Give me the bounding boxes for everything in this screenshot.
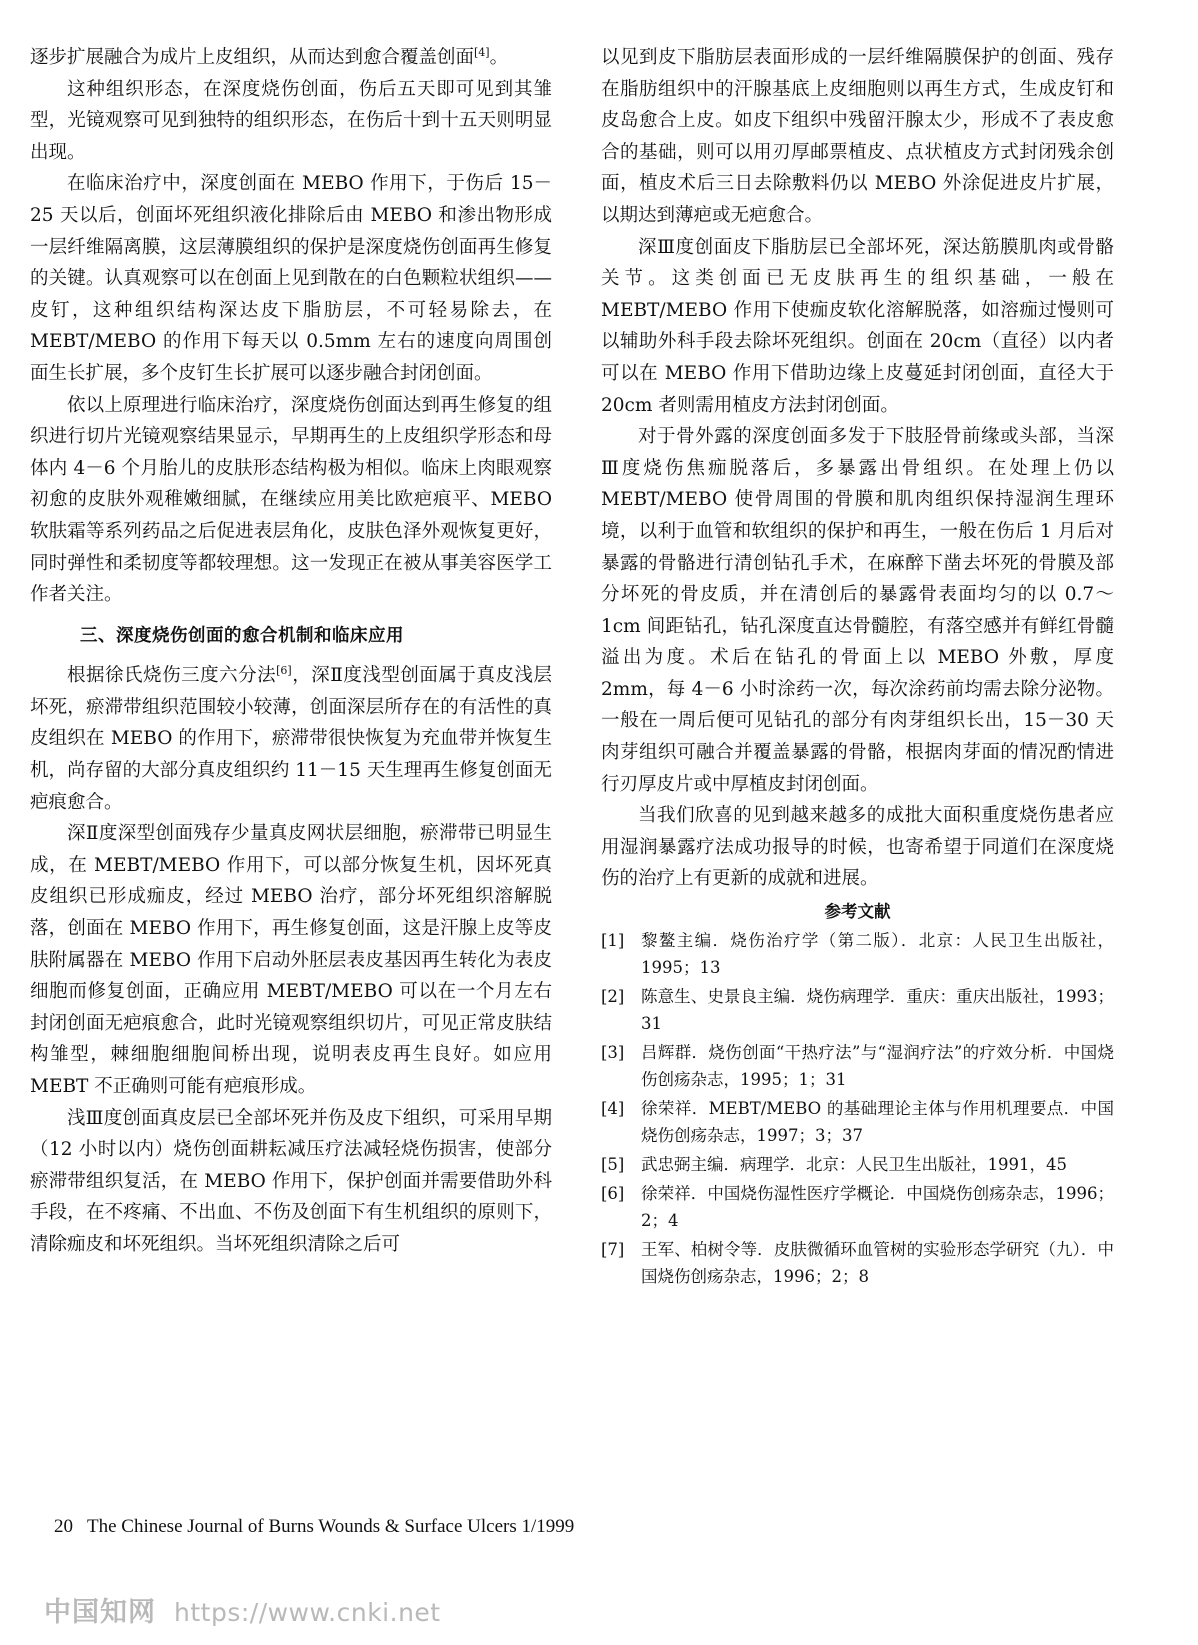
paragraph: 深Ⅲ度创面皮下脂肪层已全部坏死，深达筋膜肌肉或骨骼关节。这类创面已无皮肤再生的组织基础，一般在 MEBT/MEBO 作用下使痂皮软化溶解脱落，如溶痂过慢则可以辅助外科手段去除坏死组织。创面在 20cm（直径）以内者可以在 MEBO 作用下借助边缘上皮蔓延封闭创面，直径大于 20cm 者则需用植皮方法封闭创面。 bbox=[601, 236, 1114, 416]
paragraph: 深Ⅱ度深型创面残存少量真皮网状层细胞，瘀滞带已明显生成，在 MEBT/MEBO 作用下，可以部分恢复生机，因坏死真皮组织已形成痂皮，经过 MEBO 治疗，部分坏死组织溶解脱落，创面在 MEBO 作用下，再生修复创面，这是汗腺上皮等皮肤附属器在 MEBO 作用下启动外胚层表皮基因再生转化为表皮细胞而修复创面，正确应用 MEBT/MEBO 可以在一个月左右封闭创面无疤痕愈合，此时光镜观察组织切片，可见正常皮肤结构雏型，棘细胞细胞间桥出现，说明表皮再生良好。如应用 MEBT 不正确则可能有疤痕形成。 bbox=[30, 823, 552, 1097]
paragraph-text: ，深Ⅱ度浅型创面属于真皮浅层坏死，瘀滞带组织范围较小较薄，创面深层所存在的有活性的真皮组织在 MEBO 的作用下，瘀滞带很快恢复为充血带并恢复生机，尚存留的大部分真皮组织约 11－15 天生理再生修复创面无疤痕愈合。 bbox=[30, 665, 552, 813]
paragraph: 在临床治疗中，深度创面在 MEBO 作用下，于伤后 15－25 天以后，创面坏死组织液化排除后由 MEBO 和渗出物形成一层纤维隔离膜，这层薄膜组织的保护是深度烧伤创面再生修复的关键。认真观察可以在创面上见到散在的白色颗粒状组织——皮钉，这种组织结构深达皮下脂肪层，不可轻易除去，在 MEBT/MEBO 的作用下每天以 0.5mm 左右的速度向周围创面生长扩展，多个皮钉生长扩展可以逐步融合封闭创面。 bbox=[30, 173, 552, 384]
citation-mark: [6] bbox=[276, 664, 292, 678]
reference-number: [5] bbox=[601, 1155, 625, 1175]
reference-item bbox=[601, 1236, 1114, 1290]
reference-text: 吕辉群．烧伤创面“干热疗法”与“湿润疗法”的疗效分析．中国烧伤创疡杂志，1995；1；31 bbox=[641, 1043, 1114, 1090]
reference-item bbox=[601, 927, 1114, 981]
reference-item bbox=[601, 1039, 1114, 1093]
left-column bbox=[30, 42, 552, 1261]
reference-number: [2] bbox=[601, 987, 625, 1007]
paragraph: 以见到皮下脂肪层表面形成的一层纤维隔膜保护的创面、残存在脂肪组织中的汗腺基底上皮细胞则以再生方式，生成皮钉和皮岛愈合上皮。如皮下组织中残留汗腺太少，形成不了表皮愈合的基础，则可以用刃厚邮票植皮、点状植皮方式封闭残余创面，植皮术后三日去除敷料仍以 MEBO 外涂促进皮片扩展，以期达到薄疤或无疤愈合。 bbox=[601, 47, 1114, 226]
references-title: 参考文献 bbox=[824, 902, 891, 922]
journal-title: The Chinese Journal of Burns Wounds & Surface Ulcers 1/1999 bbox=[87, 1516, 575, 1537]
paragraph: 这种组织形态，在深度烧伤创面，伤后五天即可见到其雏型，光镜观察可见到独特的组织形态，在伤后十到十五天则明显出现。 bbox=[30, 78, 552, 163]
paragraph-text: 逐步扩展融合为成片上皮组织，从而达到愈合覆盖创面 bbox=[30, 47, 475, 68]
reference-number: [6] bbox=[601, 1184, 625, 1204]
paragraph: 当我们欣喜的见到越来越多的成批大面积重度烧伤患者应用湿润暴露疗法成功报导的时候，也寄希望于同道们在深度烧伤的治疗上有更新的成就和进展。 bbox=[601, 805, 1114, 890]
citation-mark: [4] bbox=[474, 46, 490, 59]
paragraph-text: 。 bbox=[489, 47, 509, 68]
reference-item bbox=[601, 1095, 1114, 1149]
reference-text: 徐荣祥．中国烧伤湿性医疗学概论．中国烧伤创疡杂志，1996；2；4 bbox=[641, 1184, 1114, 1231]
section-heading: 三、深度烧伤创面的愈合机制和临床应用 bbox=[80, 625, 404, 646]
paragraph: 依以上原理进行临床治疗，深度烧伤创面达到再生修复的组织进行切片光镜观察结果显示，早期再生的上皮组织学形态和母体内 4－6 个月胎儿的皮肤形态结构极为相似。临床上肉眼观察初愈的皮肤外观稚嫩细腻，在继续应用美比欧疤痕平、MEBO 软肤霜等系列药品之后促进表层角化，皮肤色泽外观恢复更好，同时弹性和柔韧度等都较理想。这一发现正在被从事美容医学工作者关注。 bbox=[30, 394, 552, 606]
paragraph: 对于骨外露的深度创面多发于下肢胫骨前缘或头部，当深Ⅲ度烧伤焦痂脱落后，多暴露出骨组织。在处理上仍以 MEBT/MEBO 使骨周围的骨膜和肌肉组织保持湿润生理环境，以利于血管和软组织的保护和再生，一般在伤后 1 月后对暴露的骨骼进行清创钻孔手术，在麻醉下凿去坏死的骨膜及部分坏死的骨皮质，并在清创后的暴露骨表面均匀的以 0.7～1cm 间距钻孔，钻孔深度直达骨髓腔，有落空感并有鲜红骨髓溢出为度。术后在钻孔的骨面上以 MEBO 外敷，厚度 2mm，每 4－6 小时涂药一次，每次涂药前均需去除分泌物。一般在一周后便可见钻孔的部分有肉芽组织长出，15－30 天肉芽组织可融合并覆盖暴露的骨骼，根据肉芽面的情况酌情进行刃厚皮片或中厚植皮封闭创面。 bbox=[601, 426, 1114, 795]
page-footer bbox=[54, 1516, 574, 1538]
reference-text: 王军、柏树令等．皮肤微循环血管树的实验形态学研究（九）．中国烧伤创疡杂志，1996；2；8 bbox=[641, 1240, 1114, 1287]
reference-item bbox=[601, 1151, 1114, 1178]
paragraph-text: 根据徐氏烧伤三度六分法 bbox=[67, 665, 277, 687]
cnki-watermark bbox=[44, 1590, 441, 1629]
reference-number: [7] bbox=[601, 1240, 625, 1260]
paragraph bbox=[30, 660, 552, 818]
reference-number: [3] bbox=[601, 1043, 625, 1063]
reference-number: [4] bbox=[601, 1099, 625, 1119]
reference-item bbox=[601, 1180, 1114, 1234]
reference-item bbox=[601, 983, 1114, 1037]
reference-number: [1] bbox=[601, 931, 625, 951]
reference-text: 徐荣祥．MEBT/MEBO 的基础理论主体与作用机理要点．中国烧伤创疡杂志，1997；3；37 bbox=[641, 1099, 1114, 1146]
paragraph: 浅Ⅲ度创面真皮层已全部坏死并伤及皮下组织，可采用早期（12 小时以内）烧伤创面耕耘减压疗法减轻烧伤损害，使部分瘀滞带组织复活，在 MEBO 作用下，保护创面并需要借助外科手段，在不疼痛、不出血、不伤及创面下有生机组织的原则下，清除痂皮和坏死组织。当坏死组织清除之后可 bbox=[30, 1107, 552, 1255]
reference-list bbox=[601, 927, 1114, 1290]
paragraph bbox=[30, 42, 552, 74]
reference-text: 武忠弼主编．病理学．北京：人民卫生出版社，1991，45 bbox=[641, 1155, 1067, 1175]
right-column bbox=[601, 42, 1114, 1292]
reference-text: 黎鳌主编．烧伤治疗学（第二版）．北京：人民卫生出版社，1995；13 bbox=[641, 931, 1114, 978]
watermark-brand: 中国知网 bbox=[44, 1597, 156, 1628]
watermark-url: https://www.cnki.net bbox=[174, 1598, 441, 1627]
reference-text: 陈意生、史景良主编．烧伤病理学．重庆：重庆出版社，1993；31 bbox=[641, 987, 1114, 1034]
page-number: 20 bbox=[54, 1516, 73, 1537]
